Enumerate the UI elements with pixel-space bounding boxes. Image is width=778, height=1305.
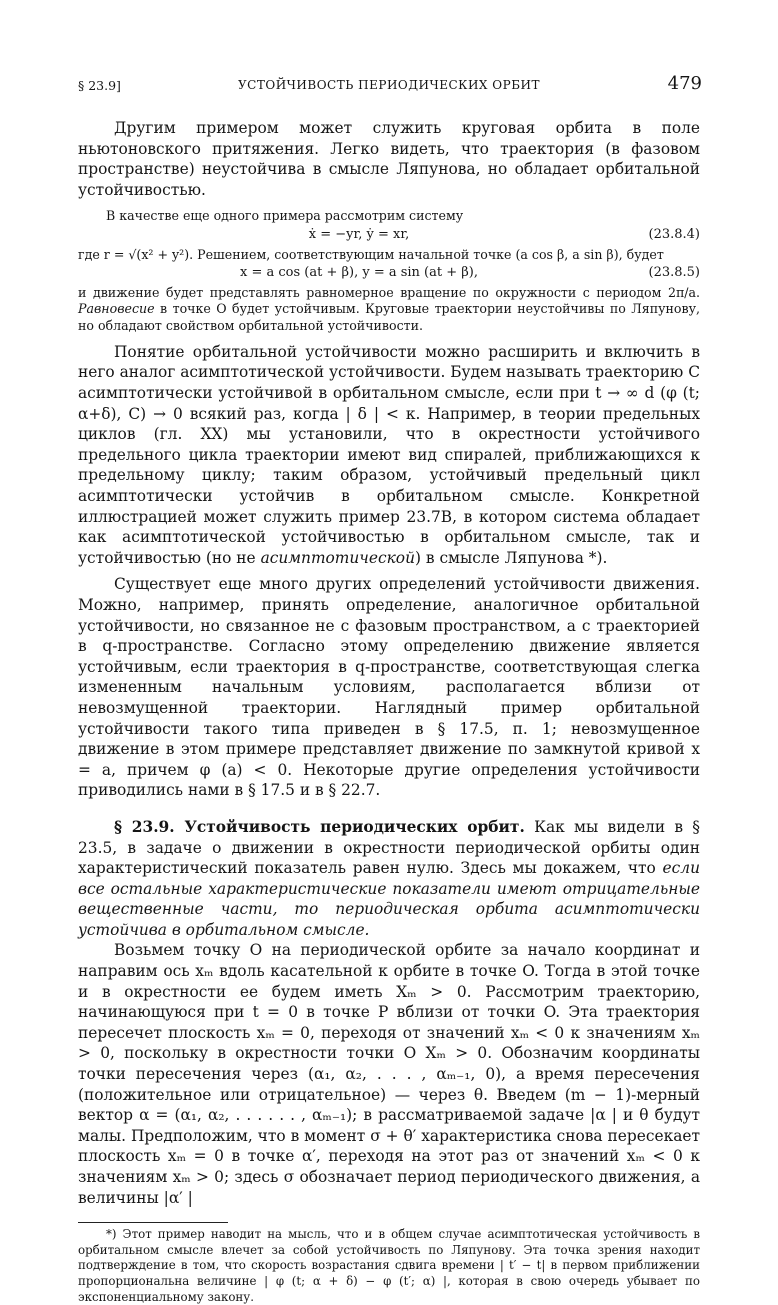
orbital-paragraph-text: Понятие орбитальной устойчивости можно расширить и включить в него аналог асимптотической устойчивости. Будем называть траекторию C асимптотически устойчивой в орбитальном смысле, если при t → ∞ d (φ (t; α+δ), C) → 0 всякий раз, когда | δ | < κ. Например, в теории предельных циклов (гл. XX) мы установили, что в окрестности устойчивого предельного цикла траектории имеют вид спиралей, приближающихся к предельному циклу; таким образом, устойчивый предельный цикл асимптотически устойчив в орбитальном смысле. Конкретной иллюстрацией может служить пример 23.7B, в котором система обладает как асимптотической устойчивостью в орбитальном смысле, так и устойчивостью (но не xyxy=(78,342,700,567)
section-theorem-italic: если все остальные характеристические показатели имеют отрицательные вещественные части, то периодическая орбита асимптотически устойчива в орбитальном смысле. xyxy=(78,859,700,939)
section-heading: § 23.9. Устойчивость периодических орбит. xyxy=(114,817,525,836)
orbital-paragraph-italic: асимптотической xyxy=(260,548,415,567)
example-lead: В качестве еще одного примера рассмотрим систему xyxy=(106,208,464,224)
other-definitions-paragraph: Существует еще много других определений устойчивости движения. Можно, например, принять определение, аналогичное орбитальной устойчивости, но связанное не с фазовым пространством, а с траекторией в q-пространстве. Согласно этому определению движение является устойчивым, если траектория в q-пространстве, соответствующая слегка измененным начальным условиям, располагается вблизи от невозмущенной траектории. Наглядный пример орбитальной устойчивости такого типа приведен в § 17.5, п. 1; невозмущенное движение в этом примере представляет движение по замкнутой кривой x = a, причем φ (a) < 0. Некоторые другие определения устойчивости приводились нами в § 17.5 и в § 22.7. xyxy=(78,575,700,800)
section-intro-text: Как мы видели в § 23.5, в задаче о движении в окрестности периодической орбиты один характеристический показатель равен нулю. Здесь мы докажем, что xyxy=(78,817,700,878)
section-23-9-paragraph xyxy=(78,817,700,941)
equation-23-8-5 xyxy=(78,263,700,285)
coordinate-setup-paragraph: Возьмем точку O на периодической орбите за начало координат и направим ось xₘ вдоль касательной к орбите в точке O. Тогда в этой точке и в окрестности ее будем иметь Xₘ > 0. Рассмотрим траекторию, начинающуюся при t = 0 в точке P вблизи от точки O. Эта траектория пересечет плоскость xₘ = 0, переходя от значений xₘ < 0 к значениям xₘ > 0, поскольку в окрестности точки O Xₘ > 0. Обозначим координаты точки пересечения через (α₁, α₂, . . . , αₘ₋₁, 0), а время пересечения (положительное или отрицательное) — через θ. Введем (m − 1)-мерный вектор α = (α₁, α₂, . . . . . . , αₘ₋₁); в рассматриваемой задаче |α | и θ будут малы. Предположим, что в момент σ + θ′ характеристика снова пересекает плоскость xₘ = 0 в точке α′, переходя на этот раз от значений xₘ < 0 к значениям xₘ > 0; здесь σ обозначает период периодического движения, а величины |α′ | xyxy=(78,941,700,1207)
equation-23-8-4-number: (23.8.4) xyxy=(648,226,700,242)
example-tail xyxy=(78,285,700,334)
equation-23-8-4-body: ẋ = −yr, ẏ = xr, xyxy=(308,226,410,242)
intro-paragraph: Другим примером может служить круговая орбита в поле ньютоновского притяжения. Легко видеть, что траектория (в фазовом пространстве) неустойчива в смысле Ляпунова, но обладает орбитальной устойчивостью. xyxy=(78,119,700,199)
where-line: где r = √(x² + y²). Решением, соответствующим начальной точке (a cos β, a sin β), будет xyxy=(78,246,664,262)
footnote-rule xyxy=(78,1222,228,1223)
orbital-paragraph-end: ) в смысле Ляпунова *). xyxy=(414,548,608,567)
running-header xyxy=(78,74,700,96)
example-tail-italic: Равновесие xyxy=(78,301,155,317)
footnote: *) Этот пример наводит на мысль, что и в общем случае асимптотическая устойчивость в орбитальном смысле влечет за собой устойчивость по Ляпунову. Эта точка зрения находит подтверждение в том, что скорость возрастания сдвига времени | t′ − t| в первом приближении пропорциональна величине | φ (t; α + δ) − φ (t′; α) |, которая в свою очередь убывает по экспоненциальному закону. xyxy=(78,1227,700,1304)
page-body xyxy=(78,118,700,1305)
page-number: 479 xyxy=(667,73,702,94)
header-section-ref: § 23.9] xyxy=(78,78,121,93)
header-running-title: УСТОЙЧИВОСТЬ ПЕРИОДИЧЕСКИХ ОРБИТ xyxy=(238,78,540,92)
equation-23-8-5-body: x = a cos (at + β), y = a sin (at + β), xyxy=(240,264,478,280)
equation-23-8-5-number: (23.8.5) xyxy=(648,264,700,280)
equation-23-8-4 xyxy=(78,225,700,247)
example-tail-2: в точке O будет устойчивым. Круговые траектории неустойчивы по Ляпунову, но обладают свойством орбитальной устойчивости. xyxy=(78,301,700,333)
orbital-asymptotic-paragraph xyxy=(78,342,700,569)
example-tail-1: и движение будет представлять равномерное вращение по окружности с периодом 2π/a. xyxy=(78,284,700,300)
small-print-example xyxy=(78,208,700,333)
